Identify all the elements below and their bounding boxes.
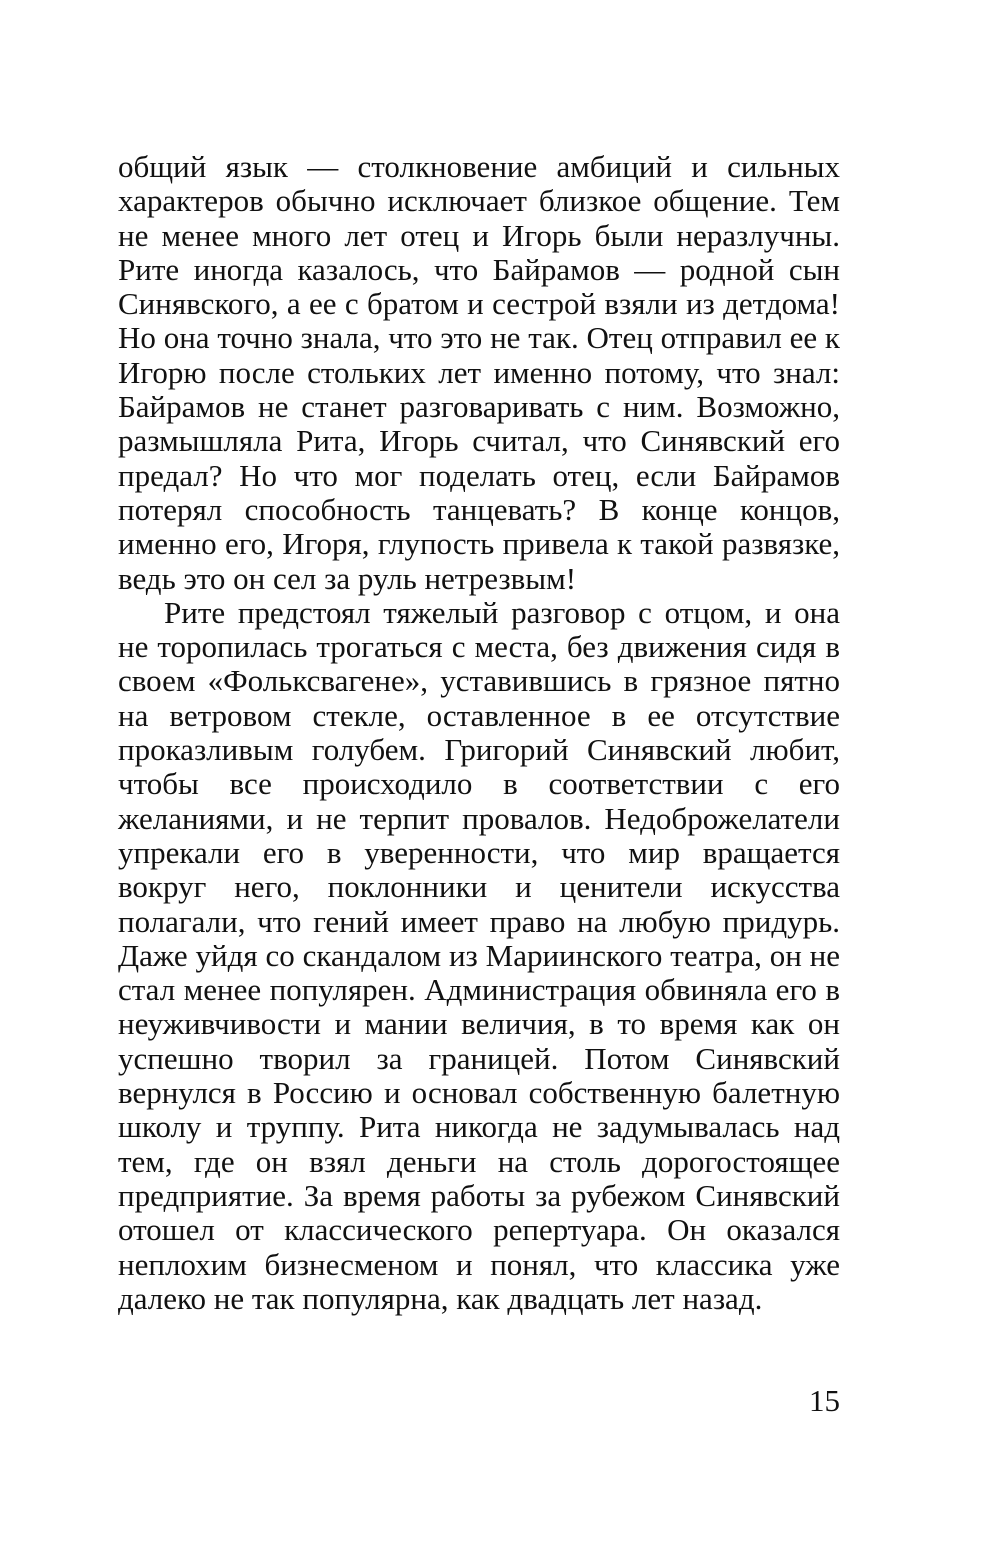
- page-number: 15: [809, 1383, 840, 1418]
- body-text: [118, 150, 840, 1316]
- paragraph-continued: общий язык — столкновение амбиций и сильных характеров обычно исключает близкое общение. Тем не менее много лет отец и Игорь были неразлучны. Рите иногда казалось, что Байрамов — родной сын Синявского, а ее с братом и сестрой взяли из детдома! Но она точно знала, что это не так. Отец отправил ее к Игорю после стольких лет именно потому, что знал: Байрамов не станет разговаривать с ним. Возможно, размышляла Рита, Игорь считал, что Синявский его предал? Но что мог поделать отец, если Байрамов потерял способность танцевать? В конце концов, именно его, Игоря, глупость привела к такой развязке, ведь это он сел за руль нетрезвым!: [118, 149, 840, 596]
- paragraph: Рите предстоял тяжелый разговор с отцом, и она не торопилась трогаться с места, без движения сидя в своем «Фольксвагене», уставившись в грязное пятно на ветровом стекле, оставленное в ее отсутствие проказливым голубем. Григорий Синявский любит, чтобы все происходило в соответствии с его желаниями, и не терпит провалов. Недоброжелатели упрекали его в уверенности, что мир вращается вокруг него, поклонники и ценители искусства полагали, что гений имеет право на любую придурь. Даже уйдя со скандалом из Мариинского театра, он не стал менее популярен. Администрация обвиняла его в неуживчивости и мании величия, в то время как он успешно творил за границей. Потом Синявский вернулся в Россию и основал собственную балетную школу и труппу. Рита никогда не задумывалась над тем, где он взял деньги на столь дорогостоящее предприятие. За время работы за рубежом Синявский отошел от классического репертуара. Он оказался неплохим бизнесменом и понял, что классика уже далеко не так популярна, как двадцать лет назад.: [118, 594, 840, 1316]
